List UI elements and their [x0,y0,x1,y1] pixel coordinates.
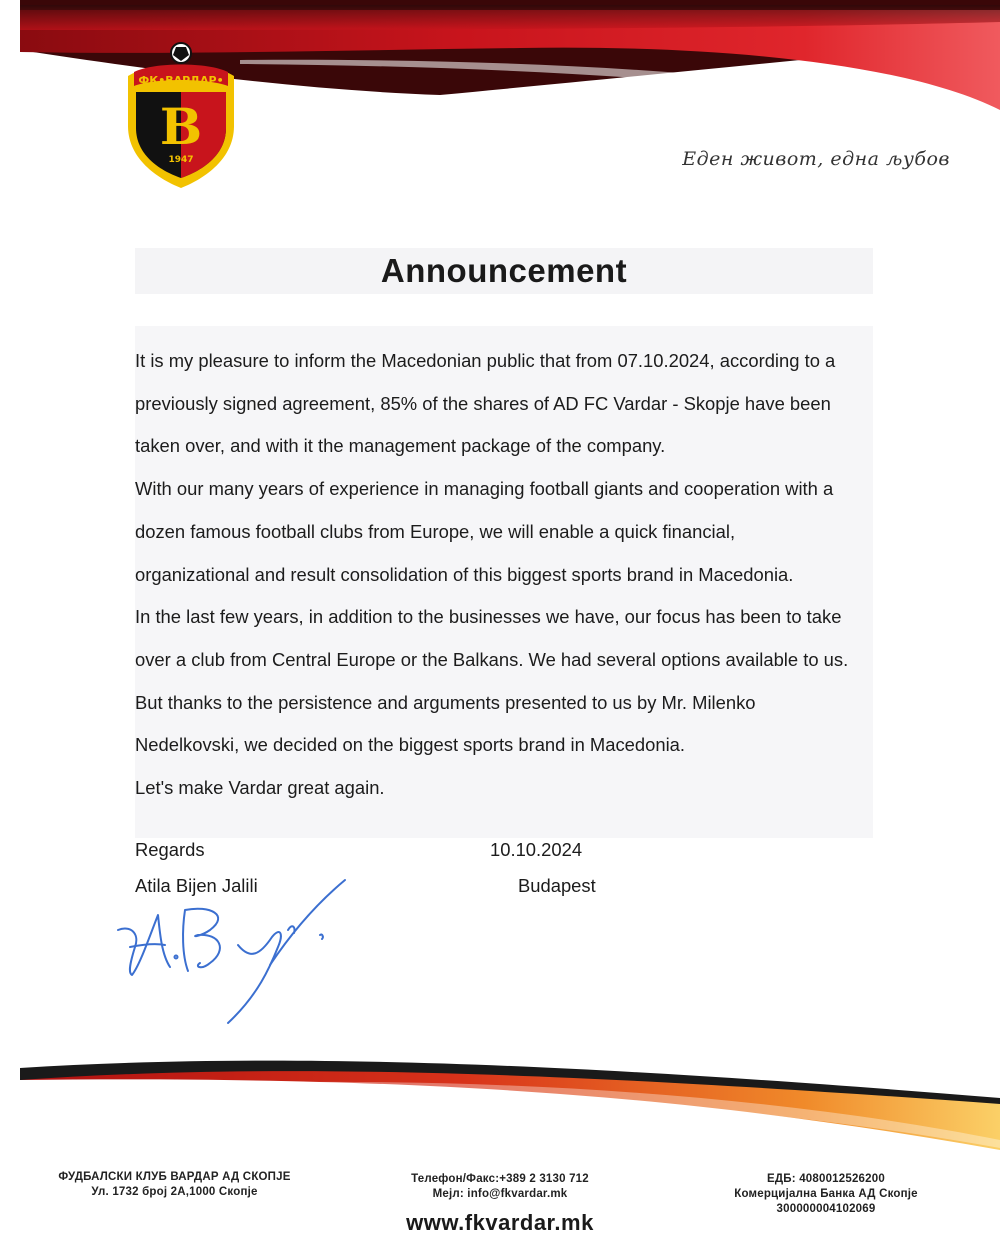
club-motto: Еден живот, една љубов [682,148,950,170]
page-title: Announcement [380,252,628,289]
body-line: But thanks to the persistence and arguments presented to us by Mr. Milenko [135,691,756,713]
footer-website-link[interactable]: www.fkvardar.mk [406,1210,594,1235]
signature-date: 10.10.2024 [490,839,583,860]
footer-bank-name: Комерцијална Банка АД Скопје [734,1188,918,1200]
body-line: Nedelkovski, we decided on the biggest sports brand in Macedonia. [135,734,686,756]
crest-letter: В [159,97,203,156]
handwritten-signature [110,875,360,1025]
footer-tax-id: ЕДБ: 4080012526200 [767,1173,885,1185]
footer-phone: Телефон/Факс:+389 2 3130 712 [411,1173,589,1185]
footer-account-number: 300000004102069 [776,1203,876,1215]
footer-address: Ул. 1732 број 2А,1000 Скопје [91,1186,258,1198]
body-line: In the last few years, in addition to the businesses we have, our focus has been to take [135,606,842,628]
footer-email[interactable]: Мејл: info@fkvardar.mk [432,1188,568,1200]
body-line: With our many years of experience in managing football giants and cooperation with a [135,478,834,500]
footer-company-name: ФУДБАЛСКИ КЛУБ ВАРДАР АД СКОПЈЕ [58,1171,291,1183]
body-line: dozen famous football clubs from Europe, we will enable a quick financial, [135,520,736,542]
body-line: Let's make Vardar great again. [135,777,385,799]
signatory-name: Atila Bijen Jalili [135,875,258,896]
body-line: organizational and result consolidation of this biggest sports brand in Macedonia. [135,563,794,585]
club-crest-logo [120,40,245,190]
body-line: previously signed agreement, 85% of the shares of AD FC Vardar - Skopje have been [135,392,831,414]
footer-swoosh [0,1040,1000,1160]
crest-year: 1947 [168,155,194,165]
announcement-body [135,340,880,810]
signature-place: Budapest [518,875,596,896]
body-line: It is my pleasure to inform the Macedonian public that from 07.10.2024, according to a [135,350,836,371]
footer-contact-block [395,1172,605,1202]
regards-text: Regards [135,839,205,860]
body-line: taken over, and with it the management package of the company. [135,435,666,457]
footer-address-block [52,1170,297,1200]
body-line: over a club from Central Europe or the Balkans. We had several options available to us. [135,648,849,670]
crest-club-name: ФК•ВАРДАР• [138,74,224,87]
